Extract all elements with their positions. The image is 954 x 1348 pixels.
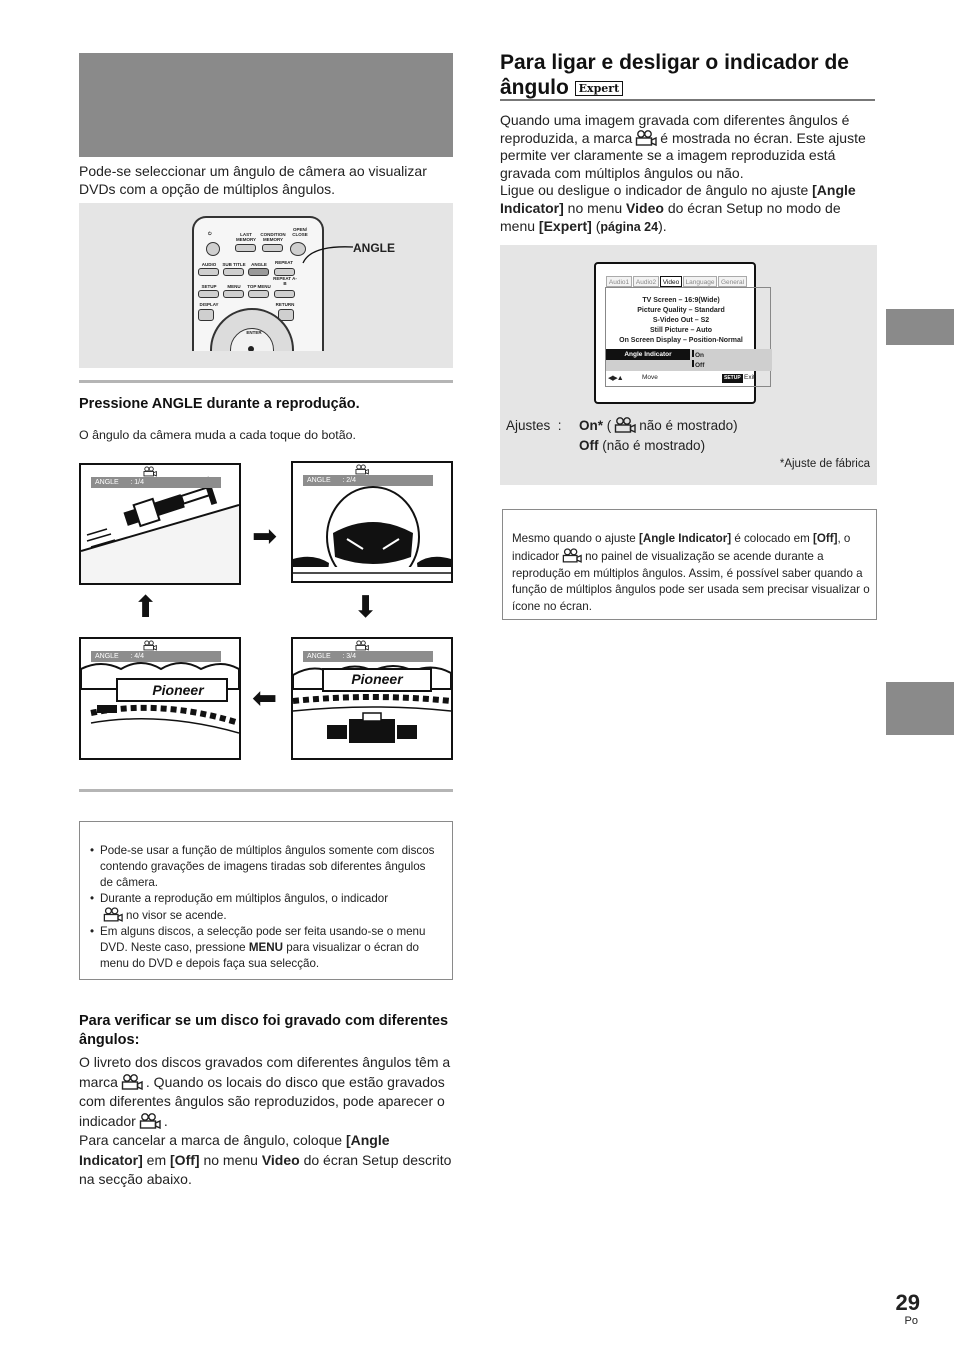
- side-tab-language: [886, 682, 954, 735]
- remote-label-setup: SETUP: [201, 284, 217, 289]
- angle-frame-1: [79, 463, 241, 585]
- settings-label: Ajustes :: [506, 418, 562, 433]
- intro-text: Pode-se seleccionar um ângulo de câmera ao visualizar DVDs com a opção de múltiplos ângulos.: [79, 163, 427, 197]
- tab-audio2: Audio2: [633, 276, 659, 287]
- camera-icon: [121, 1074, 143, 1090]
- menu-line: On Screen Display – Position-Normal: [619, 337, 743, 344]
- menu-line: S-Video Out – S2: [652, 317, 710, 324]
- display-button: [198, 309, 214, 321]
- camera-icon: [103, 907, 123, 922]
- arrow-right-icon: ➡: [252, 520, 278, 553]
- enter-button: [248, 346, 254, 351]
- power-button: [206, 242, 220, 256]
- footer-move: Move: [642, 374, 658, 381]
- divider: [79, 380, 453, 383]
- angle-button: [248, 268, 269, 276]
- setup-menu-screen: [594, 262, 756, 404]
- remote-label-audio: AUDIO: [201, 262, 217, 267]
- arrow-down-icon: ⬇: [353, 591, 379, 624]
- option-off: Off: [692, 360, 704, 371]
- camera-icon: [355, 640, 369, 651]
- note-2-text: Durante a reprodução em múltiplos ângulos, o indicador: [100, 892, 389, 905]
- arrow-left-icon: ⬅: [252, 682, 278, 715]
- remote-control: [192, 216, 324, 351]
- remote-illustration-panel: [79, 203, 453, 368]
- menu-line: TV Screen – 16:9(Wide): [642, 297, 720, 304]
- remote-label-enter: ENTER: [246, 330, 262, 335]
- setup-key-icon: SETUP: [724, 375, 741, 381]
- angle-indicator-label: Angle Indicator: [606, 349, 690, 360]
- remote-label-open-close: OPEN/ CLOSE: [292, 227, 308, 237]
- right-body-text: Quando uma imagem gravada com diferentes ângulos é reproduzida, a marca é mostrada no écran. Este ajuste permite ver claramente se a imagem reproduzida está gravada com múltiplos ângulos ou não. Ligue ou desligue o indicador de ângulo no ajuste [Angle Indicator] no menu Video do écran Setup no modo de menu [Expert] (página 24).: [500, 112, 866, 234]
- note-item: • Pode-se usar a função de múltiplos ângulos somente com discos contendo gravações de imagens tiradas sob diferentes ângulos de câmera.: [90, 844, 435, 889]
- tab-general: General: [718, 276, 747, 287]
- remote-label-return: RETURN: [275, 302, 295, 307]
- remote-label-angle: ANGLE: [251, 262, 267, 267]
- step-text: O ângulo da câmera muda a cada toque do botão.: [79, 428, 356, 442]
- remote-label-top-menu: TOP MENU: [247, 284, 271, 289]
- angle-osd-3: ANGLE : 3/4: [303, 651, 433, 662]
- option-on: On: [692, 350, 704, 361]
- menu-line: Picture Quality – Standard: [637, 307, 725, 314]
- footer-exit: Exit: [744, 374, 755, 381]
- pioneer-logo-3: Pioneer: [351, 671, 403, 687]
- divider: [79, 789, 453, 792]
- angle-frame-3: [291, 637, 453, 760]
- note-item: • Durante a reprodução em múltiplos ângulos, o indicador no visor se acende.: [90, 892, 389, 922]
- remote-label-repeat-ab: REPEAT A-B: [273, 276, 297, 286]
- power-icon: ⏻: [208, 231, 212, 236]
- menu-button: [223, 290, 244, 298]
- camera-icon: [143, 466, 157, 477]
- menu-keyword: MENU: [248, 941, 284, 954]
- pioneer-logo-4: Pioneer: [152, 682, 204, 698]
- menu-line: Still Picture – Auto: [650, 327, 712, 334]
- camera-icon: [635, 130, 657, 146]
- last-memory-button: [235, 244, 256, 252]
- subtitle-button: [223, 268, 244, 276]
- angle-osd-1: ANGLE : 1/4: [91, 477, 221, 488]
- arrow-keys-icon: ◀▶▲: [608, 375, 623, 382]
- remote-label-repeat: REPEAT: [275, 260, 293, 265]
- angle-callout-label: ANGLE: [353, 241, 395, 255]
- arrow-up-icon: ⬆: [133, 591, 159, 624]
- angle-osd-2: ANGLE : 2/4: [303, 475, 433, 486]
- camera-icon: [139, 1113, 161, 1129]
- factory-default-note: *Ajuste de fábrica: [779, 458, 870, 470]
- setting-on: On* ( não é mostrado): [579, 418, 738, 433]
- remote-label-subtitle: SUB TITLE: [222, 262, 246, 267]
- expert-badge: Expert: [575, 81, 624, 96]
- setup-panel: [500, 245, 877, 485]
- camera-icon: [562, 548, 582, 563]
- angle-osd-4: ANGLE : 4/4: [91, 651, 221, 662]
- remote-label-display: DISPLAY: [199, 302, 219, 307]
- angle-callout-line: [301, 241, 357, 265]
- note-3-text: Em alguns discos, a selecção pode ser feita usando-se o menu DVD. Neste caso, pressione: [100, 925, 426, 954]
- check-title: Para verificar se um disco foi gravado com diferentes ângulos:: [79, 1013, 449, 1048]
- remote-label-menu: MENU: [227, 284, 241, 289]
- tab-language: Language: [683, 276, 717, 287]
- right-note-text: Mesmo quando o ajuste [Angle Indicator] é colocado em [Off], o indicador no painel de visualização se acende durante a reprodução em múltiplos ângulos. Assim, é possível saber quando a função de múltiplos ângulos pode ser usada sem precisar visualizar o ícone no écran.: [512, 532, 870, 614]
- right-note-box: [502, 509, 877, 620]
- title-underline: [500, 99, 875, 101]
- angle-frame-2: [291, 461, 453, 583]
- repeat-ab-button: [274, 290, 295, 298]
- note-item: • Em alguns discos, a selecção pode ser feita usando-se o menu DVD. Neste caso, pressione MENU para visualizar o écran do menu do DVD e depois faça sua selecção.: [90, 925, 426, 970]
- tab-video: Video: [660, 276, 682, 287]
- camera-icon: [143, 640, 157, 651]
- remote-label-last-memory: LAST MEMORY: [235, 232, 257, 242]
- remote-label-condition-memory: CONDITION MEMORY: [260, 232, 286, 242]
- angle-frame-4: [79, 637, 241, 760]
- camera-icon: [614, 417, 636, 433]
- check-text: O livreto dos discos gravados com diferentes ângulos têm a marca . Quando os locais do disco que estão gravados com diferentes ângulos são reproduzidos, pode aparecer o indicador . Para cancelar a marca de ângulo, coloque [Angle Indicator] em [Off] no menu Video do écran Setup descrito na secção abaixo.: [79, 1054, 452, 1187]
- language-code: Po: [904, 1315, 918, 1327]
- condition-memory-button: [262, 244, 283, 252]
- section-title: Para ligar e desligar o indicador de ângulo Expert: [500, 51, 849, 99]
- page-number: 29: [895, 1290, 920, 1315]
- note-3-text-b: para visualizar o écran do menu do DVD e depois faça sua selecção.: [100, 941, 420, 970]
- audio-button: [198, 268, 219, 276]
- top-menu-button: [248, 290, 269, 298]
- note-1-text: Pode-se usar a função de múltiplos ângulos somente com discos contendo gravações de imagens tiradas sob diferentes ângulos de câmera.: [100, 844, 435, 889]
- section-header-bar: [79, 53, 453, 157]
- setting-off: Off (não é mostrado): [579, 438, 706, 453]
- step-title: Pressione ANGLE durante a reprodução.: [79, 396, 360, 412]
- notes-box: [79, 821, 453, 980]
- side-tab-chapter: [886, 309, 954, 345]
- tab-audio1: Audio1: [606, 276, 632, 287]
- repeat-button: [274, 268, 295, 276]
- camera-icon: [355, 464, 369, 475]
- setup-button: [198, 290, 219, 298]
- note-2-text-b: no visor se acende.: [126, 909, 227, 922]
